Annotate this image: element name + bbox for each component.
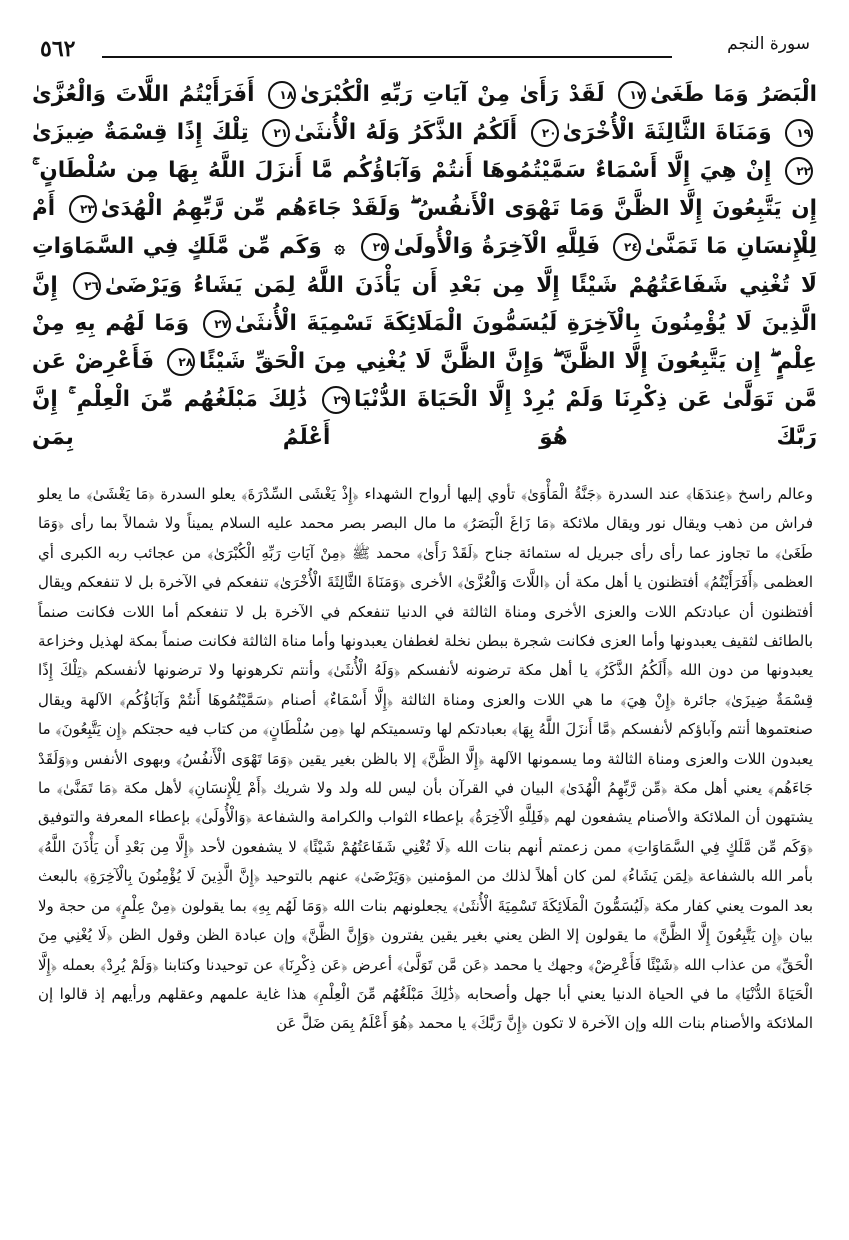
verse-number-marker: ٢٧ bbox=[203, 310, 231, 338]
tafsir-commentary bbox=[38, 480, 813, 1220]
verse-number-marker: ٢٣ bbox=[69, 195, 97, 223]
verse-number-marker: ٢٠ bbox=[531, 119, 559, 147]
verse-text: الْبَصَرُ وَمَا طَغَىٰ bbox=[650, 82, 817, 107]
verse-number-marker: ٢٤ bbox=[613, 233, 641, 261]
verse-text: أَلَكُمُ الذَّكَرُ وَلَهُ الْأُنثَىٰ bbox=[294, 120, 518, 145]
verse-text: أَمْ لِلْإِنسَانِ مَا تَمَنَّىٰ bbox=[32, 196, 817, 259]
header-rule bbox=[102, 56, 672, 58]
verse-text: لَقَدْ رَأَىٰ مِنْ آيَاتِ رَبِّهِ الْكُبْرَىٰ bbox=[300, 82, 605, 107]
verse-number-marker: ٢١ bbox=[262, 119, 290, 147]
page-header bbox=[40, 30, 810, 74]
verse bbox=[264, 82, 604, 107]
verse bbox=[258, 120, 517, 145]
commentary-text: وعالم راسخ ﴿عِندَهَا﴾ عند السدرة ﴿جَنَّةُ الْمَأْوَىٰ﴾ تأوي إليها أرواح الشهداء ﴿إِذْ يَغْشَى السِّدْرَةَ﴾ يعلو السدرة ﴿مَا يَغْشَىٰ﴾ ما يعلو فراش من ذهب ويقال نور ويقال ملائكة ﴿مَا زَاغَ الْبَصَرُ﴾ ما مال البصر بصر محمد عليه السلام يميناً ولا شمالاً بما رأى ﴿وَمَا طَغَىٰ﴾ ما تجاوز عما رأى رأى جبريل له ستمائة جناح ﴿لَقَدْ رَأَىٰ﴾ محمد ﷺ ﴿مِنْ آيَاتِ رَبِّهِ الْكُبْرَىٰ﴾ من عجائب ربه الكبرى أي العظمى ﴿أَفَرَأَيْتُمُ﴾ أفتظنون يا أهل مكة أن ﴿اللَّاتَ وَالْعُزَّىٰ﴾ الأخرى ﴿وَمَنَاةَ الثَّالِثَةَ الْأُخْرَىٰ﴾ تنفعكم في الآخرة بل لا تنفعكم ويقال أفتظنون أن عبادتكم اللات والعزى الأخرى ومناة الثالثة في الدنيا تنفعكم في الآخرة بل لا تنفعكم أما اللات فكانت صنماً بالطائف لثقيف يعبدونها وأما العزى فكانت شجرة ببطن نخلة لغطفان يعبدونها وأما مناة الثالثة فكانت صنماً بمكة لهذيل وخزاعة يعبدونها من دون الله ﴿أَلَكُمُ الذَّكَرُ﴾ يا أهل مكة ترضونه لأنفسكم ﴿وَلَهُ الْأُنثَىٰ﴾ وأنتم تكرهونها ولا ترضونها لأنفسكم ﴿تِلْكَ إِذًا قِسْمَةٌ ضِيزَىٰ﴾ جائرة ﴿إِنْ هِيَ﴾ ما هي اللات والعزى ومناة الثالثة ﴿إِلَّا أَسْمَاءٌ﴾ أصنام ﴿سَمَّيْتُمُوهَا أَنتُمْ وَآبَاؤُكُم﴾ الآلهة ويقال صنعتموها أنتم وآباؤكم لأنفسكم ﴿مَّا أَنزَلَ اللَّهُ بِهَا﴾ بعبادتكم لها وتسميتكم لها ﴿مِن سُلْطَانٍ﴾ من كتاب فيه حجتكم ﴿إِن يَتَّبِعُونَ﴾ ما يعبدون اللات والعزى ومناة الثالثة وما يسمونها الآلهة ﴿إِلَّا الظَّنَّ﴾ إلا بالظن بغير يقين ﴿وَمَا تَهْوَى الْأَنفُسُ﴾ وبهوى الأنفس و﴿وَلَقَدْ جَاءَهُم﴾ يعني أهل مكة ﴿مِّن رَّبِّهِمُ الْهُدَىٰ﴾ البيان في القرآن بأن ليس لله ولد ولا شريك ﴿أَمْ لِلْإِنسَانِ﴾ لأهل مكة ﴿مَا تَمَنَّىٰ﴾ ما يشتهون أن الملائكة والأصنام يشفعون لهم ﴿فَلِلَّهِ الْآخِرَةُ﴾ بإعطاء الثواب والكرامة والشفاعة ﴿وَالْأُولَىٰ﴾ بإعطاء المعرفة والتوفيق ﴿وَكَم مِّن مَّلَكٍ فِي السَّمَاوَاتِ﴾ ممن زعمتم أنهم بنات الله ﴿لَا تُغْنِي شَفَاعَتُهُمْ شَيْئًا﴾ لا يشفعون لأحد ﴿إِلَّا مِن بَعْدِ أَن يَأْذَنَ اللَّهُ﴾ بأمر الله بالشفاعة ﴿لِمَن يَشَاءُ﴾ لمن كان أهلاً لذلك من المؤمنين ﴿وَيَرْضَىٰ﴾ عنهم بالتوحيد ﴿إِنَّ الَّذِينَ لَا يُؤْمِنُونَ بِالْآخِرَةِ﴾ بالبعث بعد الموت يعني كفار مكة ﴿لَيُسَمُّونَ الْمَلَائِكَةَ تَسْمِيَةَ الْأُنثَىٰ﴾ يجعلونهم بنات الله ﴿وَمَا لَهُم بِهِ﴾ بما يقولون ﴿مِنْ عِلْمٍ﴾ من حجة ولا بيان ﴿إِن يَتَّبِعُونَ إِلَّا الظَّنَّ﴾ ما يقولون إلا الظن يعني بغير يقين يفترون ﴿وَإِنَّ الظَّنَّ﴾ وإن عبادة الظن وقول الظن ﴿لَا يُغْنِي مِنَ الْحَقِّ﴾ من عذاب الله ﴿شَيْئًا فَأَعْرِضْ﴾ وجهك يا محمد ﴿عَن مَّن تَوَلَّىٰ﴾ أعرض ﴿عَن ذِكْرِنَا﴾ عن توحيدنا وكتابنا ﴿وَلَمْ يُرِدْ﴾ بعمله ﴿إِلَّا الْحَيَاةَ الدُّنْيَا﴾ ما في الحياة الدنيا يعني أبا جهل وأصحابه ﴿ذَٰلِكَ مَبْلَغُهُم مِّنَ الْعِلْمِ﴾ هذا غاية علمهم وعقلهم ورأيهم إذ قالوا إن الملائكة والأصنام بنات الله وإن الآخرة لا تكون ﴿إِنَّ رَبَّكَ﴾ يا محمد ﴿هُوَ أَعْلَمُ بِمَن ضَلَّ عَن bbox=[38, 485, 813, 1033]
verse-text: إِنْ هِيَ إِلَّا أَسْمَاءٌ سَمَّيْتُمُوهَا أَنتُمْ وَآبَاؤُكُم مَّا أَنزَلَ اللَّهُ بِهَا مِن سُلْطَانٍ ۚ إِن يَتَّبِعُونَ إِلَّا الظَّنَّ وَمَا تَهْوَى الْأَنفُسُ ۖ وَلَقَدْ جَاءَهُم مِّن رَّبِّهِمُ الْهُدَىٰ bbox=[32, 158, 817, 221]
verse-number-marker: ١٨ bbox=[268, 81, 296, 109]
rub-el-hizb-icon: ۞ bbox=[334, 237, 345, 258]
quran-verses-block bbox=[32, 76, 817, 450]
verse-number-marker: ٢٨ bbox=[167, 348, 195, 376]
verse-number-marker: ٢٩ bbox=[322, 386, 350, 414]
verse-text: ذَٰلِكَ مَبْلَغُهُم مِّنَ الْعِلْمِ ۚ إِنَّ رَبَّكَ هُوَ أَعْلَمُ بِمَن bbox=[32, 387, 817, 450]
verse bbox=[527, 120, 772, 145]
verse bbox=[614, 82, 817, 107]
verse-number-marker: ٢٦ bbox=[73, 272, 101, 300]
verse-number-marker: ٢٢ bbox=[785, 157, 813, 185]
verse-text: وَكَم مِّن مَّلَكٍ فِي السَّمَاوَاتِ لَا تُغْنِي شَفَاعَتُهُمْ شَيْئًا إِلَّا مِن بَعْدِ أَن يَأْذَنَ اللَّهُ لِمَن يَشَاءُ وَيَرْضَىٰ bbox=[32, 234, 817, 298]
verse-text: وَمَنَاةَ الثَّالِثَةَ الْأُخْرَىٰ bbox=[562, 120, 772, 145]
verse bbox=[32, 158, 817, 221]
verse-text: تِلْكَ إِذًا قِسْمَةٌ ضِيزَىٰ bbox=[32, 120, 249, 145]
surah-title: سورة النجم bbox=[727, 34, 810, 54]
verse-number-marker: ٢٥ bbox=[361, 233, 389, 261]
page-number: ٥٦٢ bbox=[40, 36, 76, 62]
verse-text: وَمَا لَهُم بِهِ مِنْ عِلْمٍ ۖ إِن يَتَّبِعُونَ إِلَّا الظَّنَّ ۖ وَإِنَّ الظَّنَّ لَا يُغْنِي مِنَ الْحَقِّ شَيْئًا bbox=[32, 311, 817, 374]
verse-number-marker: ١٩ bbox=[785, 119, 813, 147]
verse bbox=[357, 234, 600, 259]
verse-text: إِنَّ الَّذِينَ لَا يُؤْمِنُونَ بِالْآخِرَةِ لَيُسَمُّونَ الْمَلَائِكَةَ تَسْمِيَةَ الْأُنثَىٰ bbox=[32, 273, 817, 336]
verse-text: أَفَرَأَيْتُمُ اللَّاتَ وَالْعُزَّىٰ bbox=[32, 82, 255, 107]
verse-number-marker: ١٧ bbox=[618, 81, 646, 109]
verse-text: فَلِلَّهِ الْآخِرَةُ وَالْأُولَىٰ bbox=[393, 234, 601, 259]
verse-text: فَأَعْرِضْ عَن مَّن تَوَلَّىٰ عَن ذِكْرِنَا وَلَمْ يُرِدْ إِلَّا الْحَيَاةَ الدُّنْيَا bbox=[32, 349, 817, 412]
